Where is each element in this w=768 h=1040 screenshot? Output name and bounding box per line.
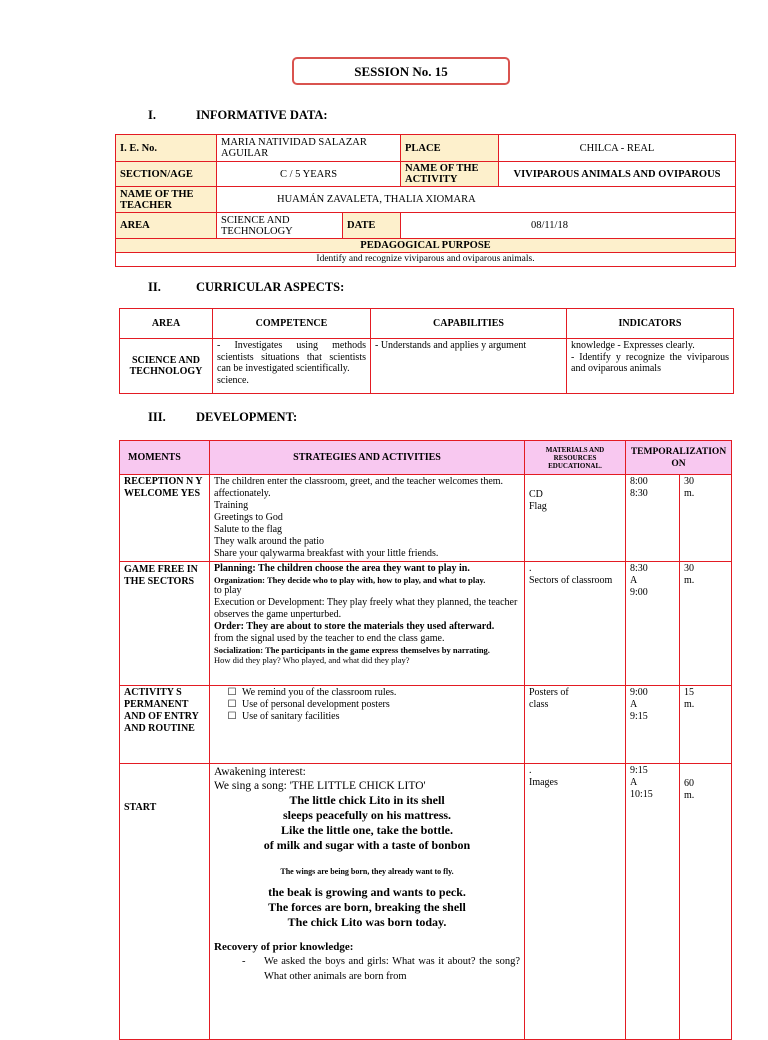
- section-age-value: C / 5 YEARS: [217, 162, 401, 187]
- development-table: [119, 440, 732, 1040]
- routine-time-end: 9:15: [630, 711, 648, 722]
- song-line-4: of milk and sugar with a taste of bonbon: [263, 838, 471, 852]
- bullet-icon: ☐: [227, 699, 237, 710]
- dev-header-moments: MOMENTS: [120, 441, 210, 475]
- free-game-time-sep: A: [630, 575, 638, 586]
- routine-time-sep: A: [630, 699, 638, 710]
- reception-line-3: Training: [214, 500, 249, 511]
- dev-header-strategies: STRATEGIES AND ACTIVITIES: [210, 441, 525, 475]
- moment-permanent-activities: ACTIVITY S PERMANENT AND OF ENTRY AND ROUTINE: [120, 686, 210, 764]
- start-time-sep: A: [630, 777, 638, 788]
- capabilities-text: - Understands and applies y argument: [371, 339, 567, 394]
- dev-header-time: TEMPORALIZATION ON: [626, 441, 732, 475]
- section-2-label: CURRICULAR ASPECTS:: [196, 280, 345, 294]
- reception-line-6: They walk around the patio: [214, 536, 324, 547]
- reception-duration-value: 30: [684, 476, 694, 487]
- competence-tail: science.: [217, 374, 249, 386]
- free-game-duration-value: 30: [684, 563, 694, 574]
- section-3-label: DEVELOPMENT:: [196, 410, 298, 424]
- routine-duration-value: 15: [684, 687, 694, 698]
- moment-start: START: [120, 764, 210, 1040]
- routine-material-2: class: [529, 699, 549, 710]
- curricular-table: [119, 308, 734, 394]
- purpose-label: PEDAGOGICAL PURPOSE: [116, 239, 736, 253]
- date-label: DATE: [343, 213, 401, 239]
- place-value: CHILCA - REAL: [499, 135, 736, 162]
- song-line-7: The forces are born, breaking the shell: [268, 900, 466, 914]
- activity-value: VIVIPAROUS ANIMALS AND OVIPAROUS: [499, 162, 736, 187]
- free-game-duration-unit: m.: [684, 575, 695, 586]
- section-2-number: II.: [148, 280, 161, 294]
- activity-label: NAME OF THE ACTIVITY: [401, 162, 499, 187]
- start-question: We asked the boys and girls: What was it about? the song? What other animals are born from: [264, 956, 520, 982]
- start-time-start: 9:15: [630, 765, 648, 776]
- reception-line-7: Share your qalywarma breakfast with your little friends.: [214, 548, 439, 559]
- ie-label: I. E. No.: [116, 135, 217, 162]
- routine-duration-unit: m.: [684, 699, 695, 710]
- reception-time-end: 8:30: [630, 488, 648, 499]
- section-age-label: SECTION/AGE: [116, 162, 217, 187]
- area-value: SCIENCE AND TECHNOLOGY: [217, 213, 343, 239]
- start-awakening: Awakening interest:: [214, 766, 306, 778]
- start-material-1: .: [529, 765, 532, 776]
- teacher-label: NAME OF THE TEACHER: [116, 187, 217, 213]
- place-label: PLACE: [401, 135, 499, 162]
- reception-material-1: CD: [529, 489, 543, 500]
- informative-data-table: [115, 134, 736, 267]
- song-line-3: Like the little one, take the bottle.: [281, 823, 453, 837]
- reception-line-1: The children enter the classroom, greet, and the teacher welcomes them.: [214, 476, 504, 487]
- routine-time-start: 9:00: [630, 687, 648, 698]
- reception-duration-unit: m.: [684, 488, 695, 499]
- reception-time-start: 8:00: [630, 476, 648, 487]
- section-1-number: I.: [148, 108, 156, 122]
- start-sing: We sing a song: 'THE LITTLE CHICK LITO': [214, 780, 426, 792]
- free-game-material-2: Sectors of classroom: [529, 575, 613, 586]
- free-game-planning: Planning: The children choose the area they want to play in.: [214, 563, 470, 574]
- free-game-organization: Organization: They decide who to play with, how to play, and what to play.: [214, 575, 486, 585]
- curricular-header-capabilities: CAPABILITIES: [371, 309, 567, 339]
- curricular-header-area: AREA: [120, 309, 213, 339]
- ie-value: MARIA NATIVIDAD SALAZAR AGUILAR: [217, 135, 401, 162]
- start-duration-value: 60: [684, 778, 694, 789]
- section-3-number: III.: [148, 410, 166, 424]
- curricular-header-indicators: INDICATORS: [567, 309, 734, 339]
- bullet-icon: ☐: [227, 711, 237, 722]
- dev-header-materials: MATERIALS AND RESOURCES EDUCATIONAL.: [525, 441, 626, 475]
- indicators-line-1: knowledge - Expresses clearly.: [571, 340, 695, 351]
- competence-text: - Investigates using methods scientists situations that scientists can be investigated scientifically.: [217, 340, 366, 374]
- reception-material-2: Flag: [529, 501, 547, 512]
- purpose-value: Identify and recognize viviparous and oviparous animals.: [116, 253, 736, 267]
- reception-line-4: Greetings to God: [214, 512, 283, 523]
- reception-line-5: Salute to the flag: [214, 524, 283, 535]
- curricular-header-competence: COMPETENCE: [213, 309, 371, 339]
- start-material-2: Images: [529, 777, 558, 788]
- song-line-6: the beak is growing and wants to peck.: [268, 885, 466, 899]
- free-game-execution: Execution or Development: They play freely what they planned, the teacher observes the game unperturbed.: [214, 597, 518, 620]
- routine-item-1: We remind you of the classroom rules.: [242, 687, 397, 698]
- reception-line-2: affectionately.: [214, 488, 271, 499]
- date-value: 08/11/18: [401, 213, 736, 239]
- free-game-order-tail: from the signal used by the teacher to end the class game.: [214, 633, 445, 644]
- indicators-line-2: - Identify y recognize the viviparous and oviparous animals: [571, 351, 729, 374]
- area-label: AREA: [116, 213, 217, 239]
- free-game-order: Order: They are about to store the materials they used afterward.: [214, 621, 495, 632]
- start-time-end: 10:15: [630, 789, 653, 800]
- free-game-socialization: Socialization: The participants in the game express themselves by narrating.: [214, 645, 490, 655]
- bullet-icon: ☐: [227, 687, 237, 698]
- song-line-2: sleeps peacefully on his mattress.: [282, 808, 452, 822]
- moment-reception: RECEPTION N Y WELCOME YES: [120, 475, 210, 562]
- song-line-5: The wings are being born, they already want to fly.: [280, 867, 454, 876]
- curricular-area: SCIENCE AND TECHNOLOGY: [120, 339, 213, 394]
- routine-item-3: Use of sanitary facilities: [242, 711, 340, 722]
- section-1-label: INFORMATIVE DATA:: [196, 108, 328, 122]
- free-game-material-1: .: [529, 563, 532, 574]
- moment-free-game: GAME FREE IN THE SECTORS: [120, 562, 210, 686]
- free-game-time-start: 8:30: [630, 563, 648, 574]
- dash-icon: -: [242, 956, 246, 967]
- song-line-1: The little chick Lito in its shell: [289, 793, 445, 807]
- start-recovery: Recovery of prior knowledge:: [214, 941, 354, 953]
- free-game-time-end: 9:00: [630, 587, 648, 598]
- start-duration-unit: m.: [684, 790, 695, 801]
- song-line-8: The chick Lito was born today.: [287, 915, 447, 929]
- free-game-to-play: to play: [214, 585, 242, 596]
- teacher-value: HUAMÁN ZAVALETA, THALIA XIOMARA: [217, 187, 736, 213]
- free-game-question: How did they play? Who played, and what did they play?: [214, 655, 410, 665]
- session-title: SESSION No. 15: [292, 57, 510, 85]
- routine-item-2: Use of personal development posters: [242, 699, 390, 710]
- routine-material-1: Posters of: [529, 687, 569, 698]
